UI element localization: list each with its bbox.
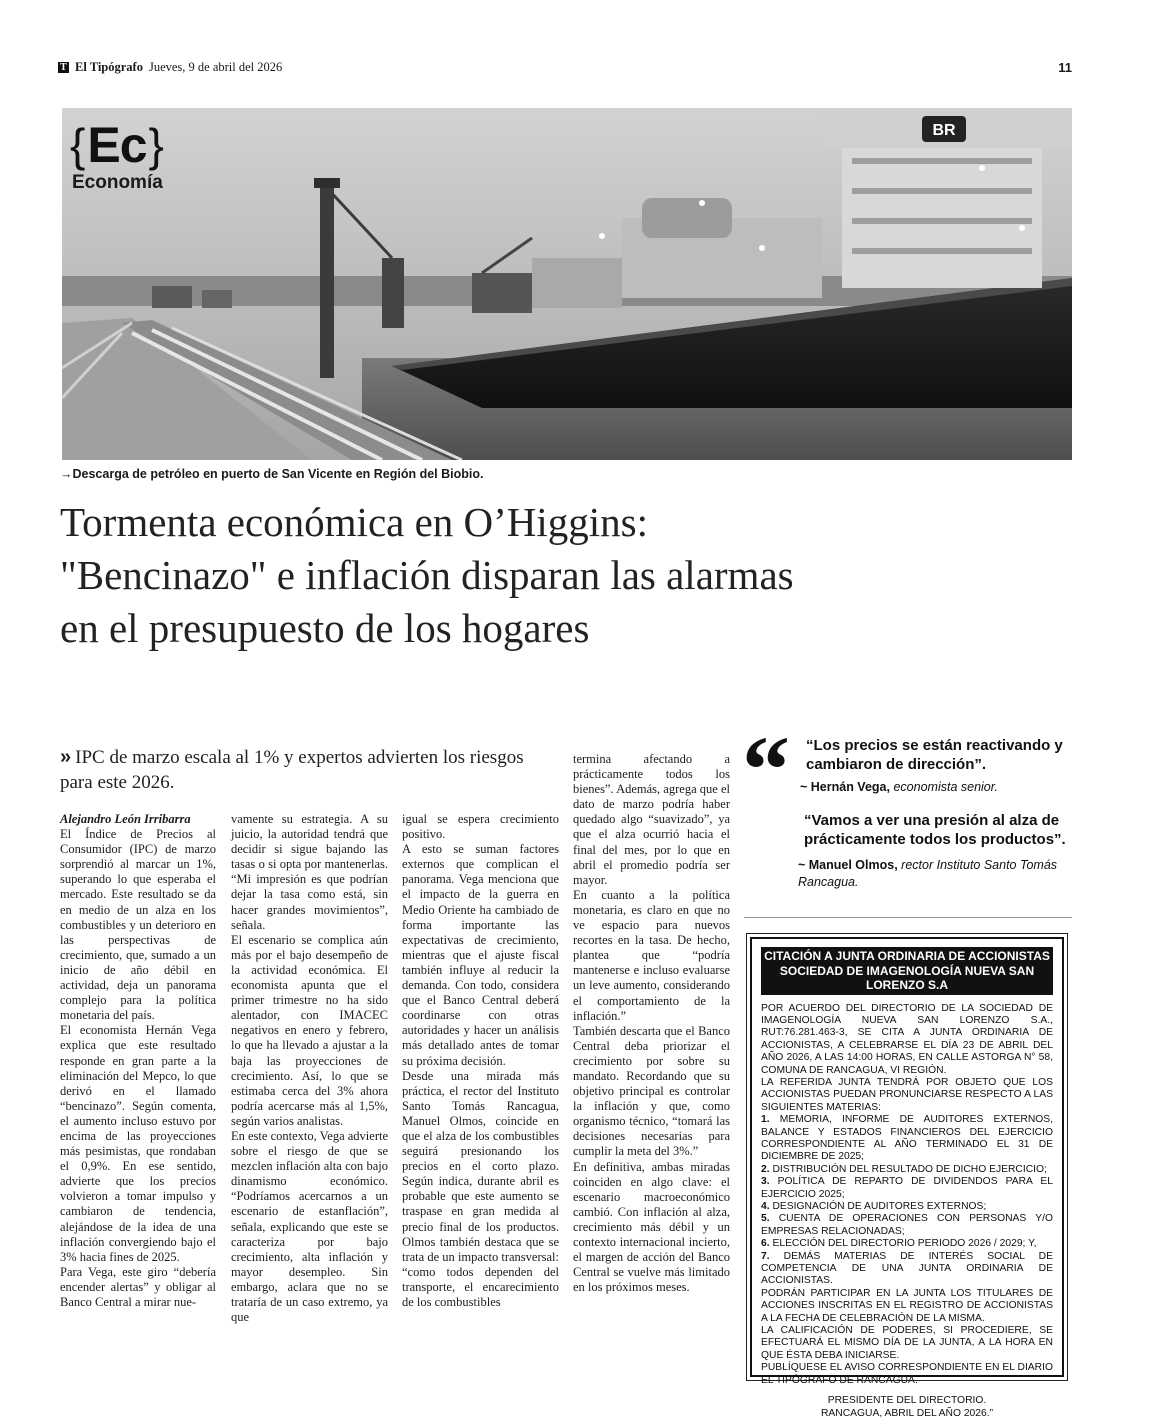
section-label: Economía <box>72 172 163 193</box>
notice-body <box>761 1003 1053 1388</box>
notice-item <box>761 1213 1053 1238</box>
pull-quote-2-attribution <box>798 857 1072 891</box>
notice-item-text: CUENTA DE OPERACIONES CON PERSONAS Y/O EMPRESAS RELACIONADAS; <box>761 1213 1053 1237</box>
section-divider <box>744 917 1072 918</box>
article-paragraph: También descarta que el Banco Central deba priorizar el crecimiento por sobre su mandato. Recordando que su objetivo principal es controlar la inflación y que, como organismo técnico, “tomará las decisiones necesarias para cumplir la meta del 3%.” <box>573 1023 730 1159</box>
article-paragraph: El Índice de Precios al Consumidor (IPC) de marzo sorprendió al marcar un 1%, superando lo que esperaba el mercado. Este resultado se da en medio de un alza en los combustibles y un deterioro en las perspectivas de crecimiento, que, sumado a un inicio de año débil en actividad, deja un panorama complejo para la política monetaria del país. <box>60 827 216 1023</box>
notice-signature-line: PRESIDENTE DEL DIRECTORIO. <box>827 1395 987 1407</box>
notice-paragraph: PODRÁN PARTICIPAR EN LA JUNTA LOS TITULARES DE ACCIONES INSCRITAS EN EL REGISTRO DE ACCIONISTAS A LA FECHA DE CELEBRACIÓN DE LA MISMA. <box>761 1287 1053 1324</box>
pull-quote-1: “Los precios se están reactivando y cambiaron de dirección”. <box>806 737 1063 773</box>
section-brace-close: } <box>148 119 164 171</box>
newspaper-name: El Tipógrafo <box>75 60 143 74</box>
article-column-1 <box>60 812 216 1310</box>
section-tag <box>70 112 164 194</box>
article-paragraph: El escenario se complica aún más por el bajo desempeño de la actividad económica. El economista apunta que el primer trimestre no ha sido alentador, con IMACEC negativos en enero y febrero, lo que ha llevado a ajustar a la baja las proyecciones de crecimiento. Así, lo que se estimaba cerca del 3% ahora podría acercarse más al 1,5%, según varios analistas. <box>231 932 388 1128</box>
notice-item-text: MEMORIA, INFORME DE AUDITORES EXTERNOS, BALANCE Y ESTADOS FINANCIEROS DEL EJERCICIO CORRESPONDIENTE AL AÑO TERMINADO EL 31 DE DICIEMBRE DE 2025; <box>761 1114 1053 1163</box>
notice-item-number: 1. <box>761 1114 770 1126</box>
notice-item-number: 3. <box>761 1176 770 1188</box>
notice-item-number: 7. <box>761 1250 770 1262</box>
notice-signature-line: RANCAGUA, ABRIL DEL AÑO 2026.” <box>820 1407 994 1419</box>
quote-author-role: rector Instituto Santo Tomás Rancagua. <box>798 858 1058 889</box>
quote-author-role: economista senior. <box>893 780 998 794</box>
article-paragraph: En este contexto, Vega advierte sobre el riesgo de que se mezclen inflación alta con bajo dinamismo económico. “Podríamos acercarnos a un escenario de estanflación”, señala, explicando que este se caracteriza por bajo crecimiento, alta inflación y mayor desempleo. Sin embargo, aclara que no se trataría de un caso extremo, ya que <box>231 1128 389 1325</box>
masthead <box>58 60 282 75</box>
notice-title <box>761 947 1053 995</box>
photo-caption <box>60 467 483 481</box>
quote-mark-icon: “ <box>742 716 790 823</box>
quote-author: ~ Hernán Vega, <box>800 780 890 794</box>
notice-item <box>761 1238 1053 1250</box>
issue-date: Jueves, 9 de abril del 2026 <box>148 60 283 74</box>
article-column-4 <box>573 752 730 1295</box>
article-paragraph: En cuanto a la política monetaria, es claro en que no ve espacio para nuevos recortes en la tasa. De hecho, plantea que “podría mantenerse e incluso evaluarse un leve aumento, considerando el comportamiento de la inflación.” <box>573 887 730 1023</box>
notice-item-text: DESIGNACIÓN DE AUDITORES EXTERNOS; <box>772 1201 987 1212</box>
pull-quote-2: “Vamos a ver una presión al alza de prácticamente todos los productos”. <box>804 812 1066 848</box>
notice-item <box>761 1164 1053 1176</box>
section-brace-open: { <box>70 119 86 171</box>
notice-item-text: ELECCIÓN DEL DIRECTORIO PERIODO 2026 / 2029; Y, <box>772 1238 1037 1250</box>
notice-item-number: 2. <box>761 1163 770 1175</box>
article-column-2 <box>231 812 388 1325</box>
notice-item <box>761 1251 1053 1288</box>
headline <box>60 496 1080 655</box>
section-abbreviation: Ec <box>87 117 147 173</box>
notice-item <box>761 1176 1053 1201</box>
notice-item-text: DISTRIBUCIÓN DEL RESULTADO DE DICHO EJERCICIO; <box>772 1163 1047 1175</box>
author-byline: Alejandro León Irribarra <box>60 812 191 826</box>
notice-title-line: CITACIÓN A JUNTA ORDINARIA DE ACCIONISTAS <box>764 949 1050 963</box>
page-number: 11 <box>1058 60 1072 75</box>
article-column-3 <box>402 812 559 1310</box>
article-photo <box>62 108 1072 460</box>
lead-chevron-icon: » <box>60 746 72 768</box>
notice-item-text: POLÍTICA DE REPARTO DE DIVIDENDOS PARA EL EJERCICIO 2025; <box>761 1176 1053 1200</box>
ship-brand-logo: BR <box>932 122 956 139</box>
notice-item-text: DEMÁS MATERIAS DE INTERÉS SOCIAL DE COMPETENCIA DE UNA JUNTA ORDINARIA DE ACCIONISTAS. <box>761 1250 1053 1287</box>
article-paragraph: termina afectando a prácticamente todos los bienes”. Además, agrega que el dato de marzo podría haber quedado algo “suavizado”, ya que el alza ocurrió hacia el final del mes, por lo que en abril el promedio podría ser mayor. <box>573 752 730 887</box>
headline-line: en el presupuesto de los hogares <box>60 605 590 651</box>
notice-paragraph: LA CALIFICACIÓN DE PODERES, SI PROCEDIERE, SE EFECTUARÁ EL MISMO DÍA DE LA JUNTA, A LA HORA EN QUE ÉSTA DEBA INICIARSE. <box>761 1325 1053 1361</box>
notice-title-line: SOCIEDAD DE IMAGENOLOGÍA NUEVA SAN LORENZO S.A <box>779 963 1035 992</box>
notice-paragraph: LA REFERIDA JUNTA TENDRÁ POR OBJETO QUE LOS ACCIONISTAS PUEDAN PRONUNCIARSE RESPECTO A LAS SIGUIENTES MATERIAS: <box>761 1076 1053 1113</box>
article-paragraph: Para Vega, este giro “debería encender alertas” y obligar al Banco Central a mirar nue- <box>60 1264 216 1309</box>
notice-paragraph: PUBLÍQUESE EL AVISO CORRESPONDIENTE EN EL DIARIO EL TIPÓGRAFO DE RANCAGUA. <box>761 1362 1053 1386</box>
notice-item-number: 6. <box>761 1238 770 1250</box>
caption-arrow-icon: → <box>60 467 73 481</box>
article-paragraph: A esto se suman factores externos que complican el panorama. Vega menciona que el impacto de la guerra en Medio Oriente ha cambiado de forma importante las expectativas de crecimiento, mientras que el ajuste fiscal también influye al reducir la demanda. Con todo, considera que el Banco Central deberá coordinarse con otras autoridades y hacer un análisis más detallado antes de tomar su próxima decisión. <box>402 842 559 1068</box>
article-paragraph: igual se espera crecimiento positivo. <box>402 812 559 842</box>
article-paragraph: Desde una mirada más práctica, el rector del Instituto Santo Tomás Rancagua, Manuel Olmos, coincide en que el alza de los combustibles seguirá presionando los precios en el corto plazo. Según indica, durante abril es probable que este aumento se traspase en gran medida al precio final de los productos. Olmos también destaca que se trata de un impacto transversal: “como todos dependen del transporte, el encarecimiento de los combustibles <box>402 1068 559 1309</box>
notice-item-number: 4. <box>761 1201 770 1212</box>
article-paragraph: En definitiva, ambas miradas coinciden en algo clave: el escenario macroeconómico cambió. Con inflación al alza, crecimiento más débil y un contexto internacional incierto, el margen de acción del Banco Central se vuelve más limitado en los próximos meses. <box>573 1159 730 1295</box>
port-tanker-illustration <box>62 108 1072 460</box>
notice-paragraph: POR ACUERDO DEL DIRECTORIO DE LA SOCIEDAD DE IMAGENOLOGÍA NUEVA SAN LORENZO S.A., RUT:76.281.463-3, SE CITA A JUNTA ORDINARIA DE ACCIONISTAS, A CELEBRARSE EL DÍA 23 DE ABRIL DEL AÑO 2026, A LAS 14:00 HORAS, EN CALLE ASTORGA N° 58, COMUNA DE RANCAGUA, VI REGIÓN. <box>761 1002 1053 1076</box>
notice-item <box>761 1201 1053 1213</box>
lead-text: IPC de marzo escala al 1% y expertos advierten los riesgos para este 2026. <box>60 747 524 793</box>
lead-paragraph <box>60 745 530 795</box>
headline-line: Tormenta económica en O’Higgins: <box>60 499 649 545</box>
article-paragraph: El economista Hernán Vega explica que este resultado responde en gran parte a la eliminación del Mepco, lo que derivó en el llamado “bencinazo”. Según comenta, el aumento incluso estuvo por encima de las proyecciones más pesimistas, que rondaban el 0,9%. En ese sentido, advierte que los precios volvieron a tomar impulso y cambiaron de tendencia, alejándose de la idea de una inflación convergiendo bajo el 3% hacia fines de 2025. <box>60 1023 216 1264</box>
headline-line: "Bencinazo" e inflación disparan las alarmas <box>60 552 794 598</box>
newspaper-logo: T <box>58 62 69 73</box>
notice-item-number: 5. <box>761 1213 770 1225</box>
caption-text: Descarga de petróleo en puerto de San Vicente en Región del Biobio. <box>72 467 484 481</box>
notice-signature <box>761 1395 1053 1420</box>
quote-author: ~ Manuel Olmos, <box>798 858 898 872</box>
legal-notice <box>746 933 1068 1419</box>
article-paragraph: vamente su estrategia. A su juicio, la autoridad tendrá que decidir si sigue bajando las tasas o si opta por mantenerlas. “Mi impresión es que podrían dejar la tasa como está, sin hacer grandes movimientos”, señala. <box>231 812 388 932</box>
notice-item <box>761 1114 1053 1164</box>
pull-quote-1-attribution <box>800 779 1072 796</box>
